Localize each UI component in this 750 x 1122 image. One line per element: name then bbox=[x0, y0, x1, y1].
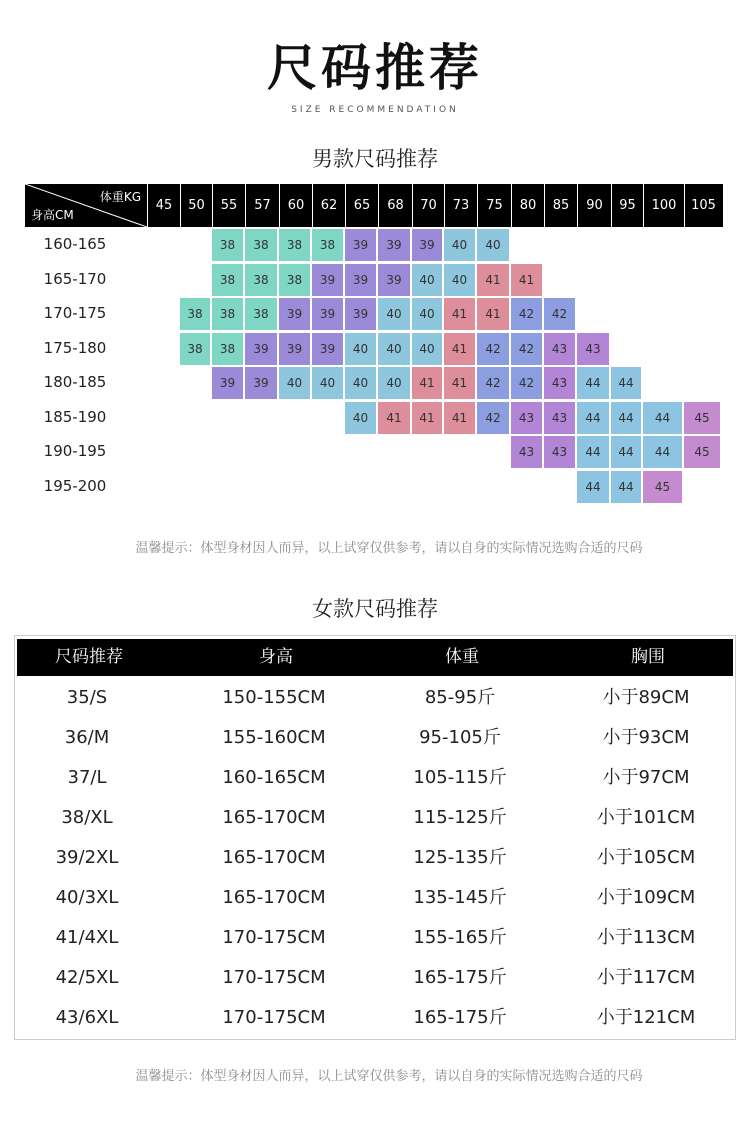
weight-header-cell: 55 bbox=[212, 184, 245, 227]
size-cell: 42 bbox=[511, 333, 542, 365]
size-cell: 38 bbox=[212, 229, 243, 261]
size-cell: 39 bbox=[212, 367, 243, 399]
women-table-row bbox=[15, 918, 735, 958]
women-table-cell: 36/M bbox=[64, 727, 110, 748]
women-table-cell: 小于117CM bbox=[596, 967, 696, 988]
women-section-title: 女款尺码推荐 bbox=[312, 597, 438, 621]
size-cell: 43 bbox=[544, 333, 575, 365]
size-cell: 39 bbox=[312, 333, 343, 365]
size-cell: 41 bbox=[412, 402, 442, 434]
size-cell: 40 bbox=[378, 367, 410, 399]
size-cell: 39 bbox=[412, 229, 442, 261]
women-table-cell: 165-170CM bbox=[222, 887, 326, 908]
women-table-row bbox=[15, 998, 735, 1038]
size-cell: 42 bbox=[477, 367, 509, 399]
height-row-label: 180-185 bbox=[43, 373, 107, 391]
women-table-cell: 43/6XL bbox=[55, 1007, 119, 1028]
weight-header-cell: 57 bbox=[245, 184, 279, 227]
size-cell: 44 bbox=[611, 367, 641, 399]
size-cell: 40 bbox=[477, 229, 509, 261]
size-cell: 39 bbox=[245, 367, 277, 399]
size-cell: 39 bbox=[345, 229, 376, 261]
women-header-cell: 身高 bbox=[259, 647, 293, 667]
women-table-cell: 42/5XL bbox=[55, 967, 119, 988]
women-table-cell: 95-105斤 bbox=[419, 727, 501, 748]
size-cell: 44 bbox=[577, 471, 609, 503]
size-cell: 44 bbox=[577, 402, 609, 434]
size-cell: 38 bbox=[180, 298, 210, 330]
corner-height-label: 身高CM bbox=[31, 208, 74, 222]
women-table-cell: 35/S bbox=[66, 687, 108, 708]
women-table-cell: 小于101CM bbox=[596, 807, 696, 828]
size-cell: 41 bbox=[477, 264, 509, 296]
corner-weight-label: 体重KG bbox=[99, 190, 141, 204]
women-table-cell: 41/4XL bbox=[55, 927, 119, 948]
size-cell: 43 bbox=[544, 402, 575, 434]
women-table-cell: 38/XL bbox=[61, 807, 113, 828]
women-table-cell: 155-165斤 bbox=[413, 927, 507, 948]
women-table-row bbox=[15, 838, 735, 878]
size-cell: 43 bbox=[544, 436, 575, 468]
size-cell: 41 bbox=[444, 402, 475, 434]
size-cell: 38 bbox=[245, 298, 277, 330]
weight-header-cell: 68 bbox=[378, 184, 412, 227]
women-table-row bbox=[15, 678, 735, 718]
women-table-cell: 小于93CM bbox=[602, 727, 690, 748]
women-table-row bbox=[15, 718, 735, 758]
women-table-cell: 小于121CM bbox=[596, 1007, 696, 1028]
size-cell: 45 bbox=[643, 471, 682, 503]
weight-header-cell: 60 bbox=[279, 184, 312, 227]
size-cell: 40 bbox=[345, 333, 376, 365]
size-cell: 41 bbox=[444, 298, 475, 330]
women-table-header bbox=[17, 639, 733, 676]
size-cell: 38 bbox=[212, 298, 243, 330]
size-cell: 39 bbox=[345, 264, 376, 296]
size-cell: 39 bbox=[312, 264, 343, 296]
weight-header-cell: 85 bbox=[544, 184, 577, 227]
women-table-cell: 105-115斤 bbox=[413, 767, 507, 788]
size-cell: 38 bbox=[212, 264, 243, 296]
women-size-table bbox=[14, 635, 736, 1040]
women-table-row bbox=[15, 758, 735, 798]
men-section-title: 男款尺码推荐 bbox=[312, 147, 438, 171]
women-table-cell: 40/3XL bbox=[55, 887, 119, 908]
women-table-cell: 135-145斤 bbox=[413, 887, 507, 908]
size-cell: 42 bbox=[511, 367, 542, 399]
size-cell: 44 bbox=[577, 367, 609, 399]
women-table-cell: 39/2XL bbox=[55, 847, 119, 868]
size-cell: 42 bbox=[477, 402, 509, 434]
size-cell: 44 bbox=[611, 471, 641, 503]
size-cell: 40 bbox=[444, 264, 475, 296]
size-cell: 39 bbox=[279, 298, 310, 330]
weight-header-cell: 105 bbox=[684, 184, 722, 227]
size-cell: 39 bbox=[345, 298, 376, 330]
height-row-label: 190-195 bbox=[43, 442, 107, 460]
size-cell: 43 bbox=[544, 367, 575, 399]
weight-header-cell: 45 bbox=[147, 184, 180, 227]
women-table-cell: 85-95斤 bbox=[424, 687, 496, 708]
size-cell: 39 bbox=[279, 333, 310, 365]
women-table-cell: 160-165CM bbox=[222, 767, 326, 788]
women-header-cell: 体重 bbox=[445, 647, 479, 667]
height-row-label: 170-175 bbox=[43, 304, 107, 322]
women-table-cell: 165-175斤 bbox=[413, 1007, 507, 1028]
size-cell: 38 bbox=[279, 229, 310, 261]
size-cell: 43 bbox=[511, 436, 542, 468]
weight-header-cell: 50 bbox=[180, 184, 212, 227]
weight-header-cell: 100 bbox=[643, 184, 684, 227]
men-corner-cell bbox=[25, 184, 147, 227]
women-table-cell: 小于109CM bbox=[596, 887, 696, 908]
size-cell: 39 bbox=[378, 264, 410, 296]
size-cell: 42 bbox=[544, 298, 575, 330]
weight-header-cell: 80 bbox=[511, 184, 544, 227]
size-cell: 40 bbox=[345, 402, 376, 434]
women-table-cell: 170-175CM bbox=[222, 927, 326, 948]
weight-header-cell: 75 bbox=[477, 184, 511, 227]
height-row-label: 175-180 bbox=[43, 339, 107, 357]
women-table-cell: 170-175CM bbox=[222, 967, 326, 988]
size-cell: 42 bbox=[511, 298, 542, 330]
size-cell: 44 bbox=[643, 436, 682, 468]
women-header-cell: 尺码推荐 bbox=[55, 647, 123, 667]
women-table-cell: 165-170CM bbox=[222, 807, 326, 828]
men-weight-header bbox=[25, 184, 723, 227]
women-table-row bbox=[15, 798, 735, 838]
women-table-cell: 37/L bbox=[67, 767, 107, 788]
height-row-label: 195-200 bbox=[43, 477, 107, 495]
size-cell: 44 bbox=[611, 436, 641, 468]
size-cell: 38 bbox=[279, 264, 310, 296]
size-cell: 44 bbox=[611, 402, 641, 434]
weight-header-cell: 62 bbox=[312, 184, 345, 227]
weight-header-cell: 95 bbox=[611, 184, 643, 227]
size-cell: 43 bbox=[577, 333, 609, 365]
height-row-label: 160-165 bbox=[43, 235, 107, 253]
weight-header-cell: 65 bbox=[345, 184, 378, 227]
size-cell: 41 bbox=[444, 367, 475, 399]
size-cell: 44 bbox=[577, 436, 609, 468]
size-cell: 40 bbox=[412, 298, 442, 330]
size-cell: 40 bbox=[312, 367, 343, 399]
size-cell: 45 bbox=[684, 402, 720, 434]
weight-header-cell: 70 bbox=[412, 184, 444, 227]
height-row-label: 185-190 bbox=[43, 408, 107, 426]
size-cell: 40 bbox=[378, 333, 410, 365]
size-cell: 38 bbox=[312, 229, 343, 261]
size-cell: 41 bbox=[477, 298, 509, 330]
women-table-cell: 150-155CM bbox=[222, 687, 326, 708]
size-cell: 41 bbox=[444, 333, 475, 365]
size-cell: 39 bbox=[378, 229, 410, 261]
size-cell: 40 bbox=[279, 367, 310, 399]
size-cell: 42 bbox=[477, 333, 509, 365]
women-table-cell: 115-125斤 bbox=[413, 807, 507, 828]
size-cell: 38 bbox=[180, 333, 210, 365]
women-table-cell: 小于97CM bbox=[602, 767, 690, 788]
women-table-cell: 小于113CM bbox=[596, 927, 696, 948]
size-cell: 38 bbox=[245, 229, 277, 261]
women-table-cell: 165-170CM bbox=[222, 847, 326, 868]
women-table-cell: 小于89CM bbox=[602, 687, 690, 708]
women-table-row bbox=[15, 958, 735, 998]
size-cell: 43 bbox=[511, 402, 542, 434]
men-tip: 温馨提示：体型身材因人而异，以上试穿仅供参考，请以自身的实际情况选购合适的尺码 bbox=[135, 541, 643, 556]
size-cell: 45 bbox=[684, 436, 720, 468]
size-cell: 39 bbox=[245, 333, 277, 365]
size-cell: 41 bbox=[378, 402, 410, 434]
size-cell: 40 bbox=[345, 367, 376, 399]
weight-header-cell: 90 bbox=[577, 184, 611, 227]
height-row-label: 165-170 bbox=[43, 270, 107, 288]
size-cell: 41 bbox=[412, 367, 442, 399]
women-table-row bbox=[15, 878, 735, 918]
page-title: 尺码推荐 bbox=[267, 39, 483, 97]
size-cell: 39 bbox=[312, 298, 343, 330]
size-cell: 41 bbox=[511, 264, 542, 296]
women-table-cell: 170-175CM bbox=[222, 1007, 326, 1028]
women-table-cell: 165-175斤 bbox=[413, 967, 507, 988]
size-cell: 40 bbox=[412, 264, 442, 296]
weight-header-cell: 73 bbox=[444, 184, 477, 227]
women-table-cell: 155-160CM bbox=[222, 727, 326, 748]
size-cell: 40 bbox=[378, 298, 410, 330]
size-cell: 40 bbox=[444, 229, 475, 261]
size-cell: 38 bbox=[212, 333, 243, 365]
size-cell: 38 bbox=[245, 264, 277, 296]
women-tip: 温馨提示：体型身材因人而异，以上试穿仅供参考，请以自身的实际情况选购合适的尺码 bbox=[135, 1069, 643, 1084]
size-cell: 40 bbox=[412, 333, 442, 365]
page-subtitle: SIZE RECOMMENDATION bbox=[291, 105, 459, 115]
size-cell: 44 bbox=[643, 402, 682, 434]
women-header-cell: 胸围 bbox=[631, 647, 665, 667]
women-table-cell: 125-135斤 bbox=[413, 847, 507, 868]
women-table-cell: 小于105CM bbox=[596, 847, 696, 868]
